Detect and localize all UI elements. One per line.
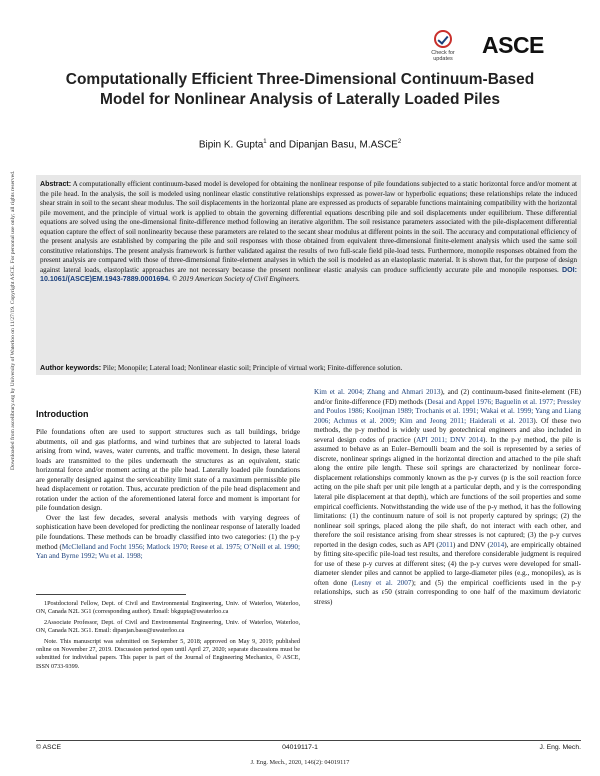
- citation-link[interactable]: API 2011; DNV 2014: [416, 435, 483, 444]
- check-updates-label-2: updates: [433, 56, 453, 62]
- footnotes: [36, 600, 300, 673]
- footer-divider: [36, 740, 581, 741]
- footnote-2: 2Associate Professor, Dept. of Civil and Environmental Engineering, Univ. of Waterloo, Waterloo, ON, Canada N2L 3G1. Email: dipanjan.basu@uwaterloo.ca: [36, 618, 300, 635]
- footer-journal: J. Eng. Mech.: [539, 744, 581, 751]
- author-2-affil: 2: [397, 139, 402, 145]
- keywords-text: Pile; Monopile; Lateral load; Nonlinear elastic soil; Principle of virtual work; Finite-difference solution.: [102, 364, 403, 372]
- check-for-updates-badge[interactable]: [426, 30, 460, 66]
- citation-link[interactable]: Lesny et al. 2007: [354, 578, 412, 587]
- abstract-text: A computationally efficient continuum-based model is developed for obtaining the nonlinear response of pile foundations subjected to a static horizontal force and/or moment at the pile head. In the analysis, the soil is modeled using nonlinear elastic constitutive relationships expressed as power-law or hyperbolic equations; these relationships relate the induced shear strain in soil to the secant shear modulus. The soil displacements in the horizontal plane are expressed as products of separable functions maintaining compatibility with the horizontal pile movement, and the principle of virtual work is applied to obtain the governing differential equations describing pile and soil displacements under equilibrium. These differential equations are solved using the one-dimensional finite-difference method following an iterative algorithm. The soil resistance parameters associated with the pile-displacement differential equation capture the effect of soil nonlinearity because these parameters are related to the secant shear modulus at different points in the soil. The accuracy and computational efficiency of the present analysis are established by comparing the pile and soil responses with those obtained from equivalent three-dimensional finite-element analysis which used the same soil constitutive relationships. The present analysis framework is further validated against the results of two full-scale field pile-load tests. Furthermore, monopile responses obtained from the present analysis are compared with those of three-dimensional finite-element analyses in which the soil is modeled as an elastoplastic material. It is shown that, for the purpose of design against lateral loads, elastoplastic approaches are not necessary because the present nonlinear elastic analysis can produce sufficiently accurate pile and monopile responses.: [40, 180, 578, 274]
- asce-logo[interactable]: ASCE: [482, 32, 544, 58]
- left-column: [36, 428, 300, 562]
- footnote-divider: [36, 594, 186, 595]
- keywords-label: Author keywords:: [40, 363, 102, 372]
- abstract-label: Abstract:: [40, 180, 72, 188]
- check-updates-label: Check for: [431, 50, 455, 56]
- author-1: Bipin K. Gupta: [198, 139, 264, 151]
- footer-citation: J. Eng. Mech., 2020, 146(2): 04019117: [250, 759, 350, 766]
- author-1-affil: 1: [263, 139, 267, 145]
- intro-paragraph-2-cont: Kim et al. 2004; Zhang and Ahmari 2013), and (2) continuum-based finite-element (FE) and/or finite-difference (FD) methods (Desai and Appel 1976; Baguelin et al. 1977; Pressley and Poulos 1986; Kooijman 1989; Trochanis et al. 1991; Wakai et al. 1999; Yang and Liang 2006; Achmus et al. 2009; Kim and Jeong 2011; Haiderali et al. 2013). Of these two methods, the p-y method is widely used by geotechnical engineers and also included in several design codes of practice (API 2011; DNV 2014). In the p-y method, the pile is assumed to behave as an Euler–Bernoulli beam and the soil is represented by a series of discrete, nonlinear springs aligned in the horizontal direction and attached to the pile shaft along the entire pile length. These soil springs are characterized by nonlinear force-displacement relationships commonly known as the p-y curves (p is the soil reaction force acting on the pile shaft per unit pile length at a particular depth, and y is the corresponding lateral pile displacement at that depth), which are functions of the soil properties and some empirical coefficients. Notwithstanding the wide use of the p-y method, it has the following limitations: (1) the continuum nature of soil is not properly captured by springs; (2) the nonlinear soil springs, placed along the pile shaft, do not interact with each other, and therefore the soil resistance arising from shear stresses is not captured; (3) the p-y curves reported in the design codes, such as API (2011) and DNV (2014), are empirically obtained by fitting site-specific pile-load test results, and therefore considerable judgment is required for use of these p-y curves at different sites; (4) the p-y curves were developed for small-diameter slender piles and cannot be applied to large-diameter piles (e.g., monopiles), as is often done (Lesny et al. 2007); and (5) the empirical coefficients used in the p-y relationships, such as ε50 (strain corresponding to one half of the maximum deviatoric stress): [314, 388, 581, 607]
- citation-link[interactable]: Kim et al. 2004; Zhang and Ahmari 2013: [314, 388, 441, 396]
- section-heading-introduction: Introduction: [36, 409, 89, 419]
- abstract: [40, 180, 577, 285]
- author-line: [60, 139, 540, 150]
- citation-link[interactable]: 2014: [489, 540, 505, 549]
- footnote-1: 1Postdoctoral Fellow, Dept. of Civil and Environmental Engineering, Univ. of Waterloo, Waterloo, ON, Canada N2L 3G1 (corresponding author). Email: bkgupta@uwaterloo.ca: [36, 600, 300, 616]
- copyright-notice: © 2019 American Society of Civil Engineers.: [171, 275, 300, 284]
- download-sidebar: [10, 170, 20, 470]
- citation-link[interactable]: Desai and Appel 1976; Baguelin et al. 1977; Pressley and Poulos 1986; Kooijman 1989; Trochanis et al. 1991; Wakai et al. 1999; Yang and Liang 2006; Achmus et al. 2009; Kim and Jeong 2011; Haiderali et al. 2013: [314, 397, 581, 425]
- check-updates-icon: [434, 30, 452, 48]
- submission-note: Note. This manuscript was submitted on September 5, 2018; approved on May 9, 2019; published online on November 27, 2019. Discussion period open until April 27, 2020; separate discussions must be submitted for individual papers. This paper is part of the Journal of Engineering Mechanics, © ASCE, ISSN 0733-9399.: [36, 637, 300, 670]
- footer-page-id: 04019117-1: [282, 744, 318, 751]
- citation-link[interactable]: 2011: [438, 540, 453, 549]
- author-join: and: [266, 139, 289, 151]
- intro-paragraph-2: Over the last few decades, several analysis methods with varying degrees of sophistication have been developed for predicting the nonlinear response of laterally loaded pile foundations. These methods can be broadly classified into two categories: (1) the p-y method (McClelland and Focht 1956; Matlock 1970; Reese et al. 1975; O’Neill et al. 1990; Yan and Byrne 1992; Wu et al. 1998;: [36, 513, 300, 561]
- footer-copyright: © ASCE: [36, 744, 62, 751]
- citation-link[interactable]: McClelland and Focht 1956; Matlock 1970; Reese et al. 1975; O’Neill et al. 1990; Yan and Byrne 1992; Wu et al. 1998;: [36, 542, 300, 561]
- author-2: Dipanjan Basu, M.ASCE: [288, 139, 398, 151]
- right-column: [314, 388, 581, 608]
- author-keywords: [40, 363, 577, 373]
- paper-title: Computationally Efficient Three-Dimensional Continuum-Based Model for Nonlinear Analysis of Laterally Loaded Piles: [65, 71, 535, 108]
- doi-link[interactable]: DOI: 10.1061/(ASCE)EM.1943-7889.0001694.: [40, 265, 577, 284]
- download-notice: Downloaded from ascelibrary.org by University of Waterloo on 11/27/19. Copyright ASCE. For personal use only; all rights reserved.: [10, 170, 16, 470]
- intro-paragraph-1: Pile foundations often are used to support structures such as tall buildings, bridge abutments, oil and gas platforms, and wind turbines that are subjected to lateral loads arising from wind, waves, water currents, and traffic movement. In design, these lateral loads are transmitted to the piles underneath the structures as an equivalent, static horizontal force and/or moment acting at the pile head. Laterally loaded pile foundations are generally designed against the serviceability limit state of a maximum permissible pile head displacement or rotation. Thus, accurate prediction of the pile head displacement and rotation under the action of the aforementioned lateral force and moment is important for pile foundation design.: [36, 428, 300, 513]
